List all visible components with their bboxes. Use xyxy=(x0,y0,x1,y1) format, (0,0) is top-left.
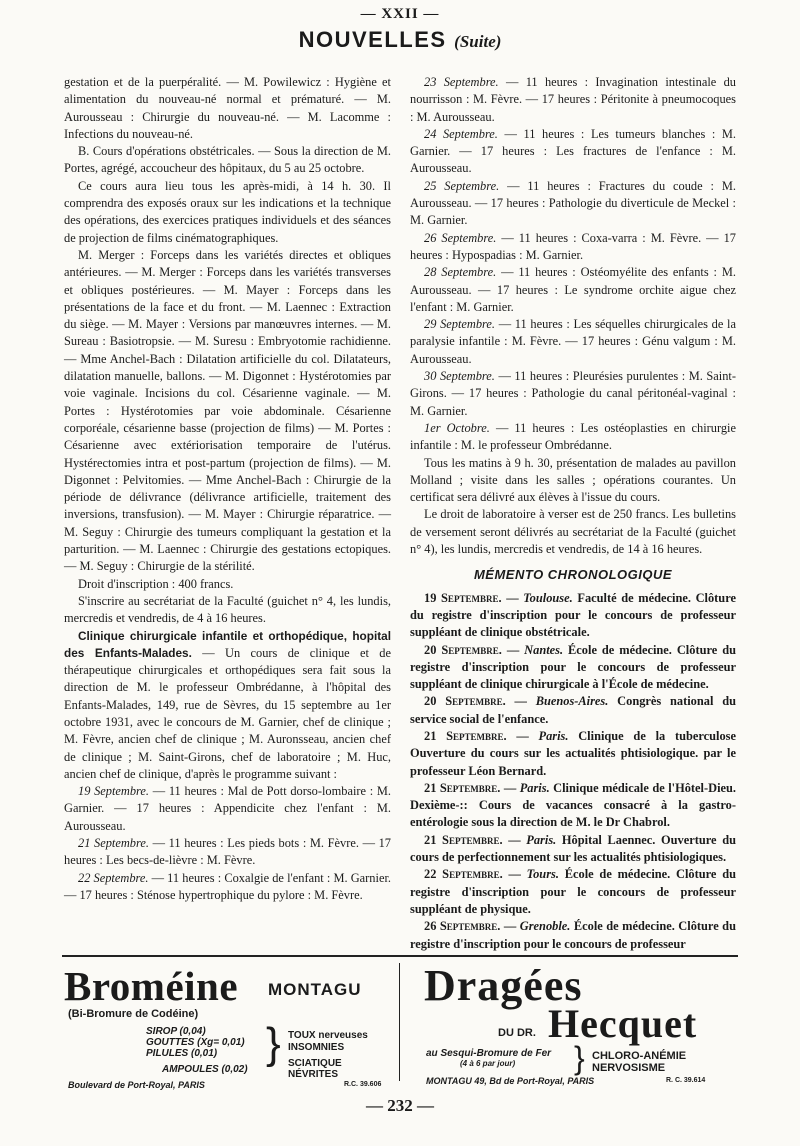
memento-date: 19 Septembre. xyxy=(424,590,502,605)
paragraph: S'inscrire au secrétariat de la Faculté (guichet n° 4, les lundis, mercredis et vendredis, de 4 à 16 heures. xyxy=(64,593,391,626)
schedule-date: 23 Septembre. xyxy=(424,75,499,89)
memento-text: Hôpital Laennec. Ouverture du cours de perfectionnement sur les actualités phtisiologiques. xyxy=(410,832,736,865)
schedule-text: — 11 heures : Coxa-varra : M. Fèvre. — 17 heures : Hypospadias : M. Garnier. xyxy=(410,230,736,262)
memento-date: 20 Septembre. xyxy=(424,694,506,709)
ad-bromeine-form: SIROP (0,04) xyxy=(146,1026,206,1037)
paragraph: gestation et de la puerpéralité. — M. Powilewicz : Hygiène et alimentation du nouveau-né normal et prématuré. — M. Aurousseau : Chirurgie du nouveau-né. — M. Lacomme : Infections du nouveau-né. xyxy=(64,75,391,141)
schedule-entry xyxy=(410,74,736,126)
memento-entry: 19 Septembre. — Toulouse. Faculté de médecine. Clôture du registre d'inscription pour le concours de professeur suppléant de clinique obstétricale. xyxy=(410,590,736,640)
schedule-text: — 11 heures : Fractures du coude : M. Aurousseau. — 17 heures : Pathologie du diverticule de Meckel : M. Garnier. xyxy=(410,178,736,228)
paragraph: Ce cours aura lieu tous les après-midi, à 14 h. 30. Il comprendra des exposés oraux sur les indications et la technique des opérations, des exercices pratiques individuels et des séances de projection de films cinématographiques. xyxy=(64,178,391,245)
schedule-entry xyxy=(410,368,736,420)
memento-text: École de médecine. Clôture du registre d'inscription pour le concours de professeur suppléant de physique. xyxy=(410,867,736,916)
ad-bromeine-indication: INSOMNIES xyxy=(288,1042,345,1053)
memento-text: Congrès national du service social de l'enfance. xyxy=(410,694,736,726)
schedule-entry xyxy=(410,420,736,455)
schedule-date: 22 Septembre. xyxy=(78,870,149,885)
section-title-text: NOUVELLES xyxy=(298,27,447,52)
paragraph: M. Merger : Forceps dans les variétés directes et obliques antérieures. — M. Merger : Forceps dans les variétés transverses et obliques postérieures. — M. Mayer : Forceps dans les présentations de la face et du front. — M. Laennec : Extraction du siège. — M. Mayer : Versions par manœuvres internes. — M. Sureau : Basiotropsie. — M. Suresu : Embryotomie rachidienne. — Mme Anchel-Bach : Dilatation artificielle du col. Dilatateurs, dilatation manuelle, ballons. — M. Digonnet : Hystérotomies par voie vaginale. Incisions du col. Césarienne vaginale. — M. Portes : Hystérotomies par voie abdominale. Césarienne corporéale, césarienne basse (projection de films) — M. Portes : Césarienne avec extériorisation temporaire de l'utérus. Hystérectomies intra et post-partum (projection de films). — M. Digonnet : Pelvitomies. — Mme Anchel-Bach : Chirurgie de la période de délivrance (délivrance artificielle, traitement des inversions, transfusion). — M. Mayer : Chirurgie réparatrice. — M. Seguy : Chirurgie des tumeurs compliquant la gestation et la parturition. — M. Laennec : Chirurgie des gestations ectopiques. — M. Seguy : Chirurgie de la stérilité. xyxy=(64,247,391,574)
section-title xyxy=(0,27,800,53)
memento-text: École de médecine. Clôture du registre d'inscription pour le concours de professeur xyxy=(410,919,736,951)
memento-date: 22 Septembre. xyxy=(424,867,503,882)
memento-place: Paris. xyxy=(526,832,557,847)
schedule-entry xyxy=(410,230,736,265)
schedule-entry xyxy=(410,316,736,368)
schedule-date: 19 Septembre. xyxy=(78,784,150,799)
memento-text: Clinique de la tuberculose Ouverture du cours sur les actualités phtisiologique. par le professeur Léon Bernard. xyxy=(410,728,736,778)
schedule-entry xyxy=(410,126,736,178)
ad-bromeine-brand: Broméine xyxy=(64,963,239,1009)
memento-date: 20 Septembre. xyxy=(424,642,502,657)
paragraph: Le droit de laboratoire à verser est de 250 francs. Les bulletins de versement seront délivrés au secrétariat de la Faculté (guichet n° 4), les lundis, mercredis et vendredis, de 14 à 16 heures. xyxy=(410,507,736,557)
schedule-text: — 11 heures : Les pieds bots : M. Fèvre. — 17 heures : Les becs-de-lièvre : M. Fèvre. xyxy=(64,836,391,868)
right-column xyxy=(410,74,736,953)
memento-place: Paris. xyxy=(538,728,569,743)
schedule-date: 26 Septembre. xyxy=(424,230,497,245)
memento-entry: 21 Septembre. — Paris. Clinique médicale de l'Hôtel-Dieu. Dexième-:: Cours de vacances consacré à la gastro-entérologie sous la direction de M. le Dr Chabrol. xyxy=(410,780,737,830)
ad-dragees-by: DU DR. xyxy=(498,1027,536,1039)
schedule-date: 1er Octobre. xyxy=(424,420,490,435)
memento-place: Nantes. xyxy=(524,642,564,657)
ad-bromeine-address: Boulevard de Port-Royal, PARIS xyxy=(68,1080,205,1090)
memento-place: Buenos-Aires. xyxy=(535,694,609,709)
schedule-date: 28 Septembre. xyxy=(424,265,497,280)
paragraph: Tous les matins à 9 h. 30, présentation de malades au pavillon Molland ; visite dans les salles ; opérations courantes. Un certificat sera délivré aux élèves à l'issue du cours. xyxy=(410,455,736,505)
ad-dragees-brand: Dragées xyxy=(424,961,583,1010)
ad-dragees-code: R. C. 39.614 xyxy=(666,1077,706,1084)
clinique-text: — Un cours de clinique et de thérapeutique chirurgicales et orthopédiques sera fait sous la direction de M. le professeur Ombrédanne, à l'hôpital des Enfants-Malades, 149, rue de Sèvres, du 15 septembre au 1er octobre 1931, avec le concours de M. Garnier, chef de clinique ; M. Fèvre, ancien chef de clinique ; M. Auronsseau, ancien chef de clinique ; M. Saint-Girons, chef de laboratoire ; M. Huc, ancien chef de clinique, d'après le programme suivant : xyxy=(64,645,391,781)
ad-bromeine-form: GOUTTES (Xg= 0,01) xyxy=(146,1037,245,1048)
memento-entry: 20 Septembre. — Buenos-Aires. Congrès national du service social de l'enfance. xyxy=(410,694,736,726)
ad-bromeine-indication: TOUX nerveuses xyxy=(288,1030,368,1041)
memento-date: 21 Septembre. xyxy=(424,780,501,795)
ad-dragees-dose: (4 à 6 par jour) xyxy=(460,1059,516,1068)
ad-bromeine-code: R.C. 39.606 xyxy=(344,1081,382,1088)
ad-dragees-indication: NERVOSISME xyxy=(592,1062,666,1074)
memento-list xyxy=(410,590,736,953)
ad-dragees-composition: au Sesqui-Bromure de Fer xyxy=(426,1048,552,1059)
page-number: — 232 — xyxy=(366,1096,434,1115)
clinique-heading: Clinique chirurgicale infantile et orthopédique, hopital des Enfants-Malades. xyxy=(64,628,391,660)
memento-date: 21 Septembre. xyxy=(424,832,503,847)
paragraph: B. Cours d'opérations obstétricales. — Sous la direction de M. Portes, agrégé, accoucheur des hôpitaux, du 5 au 25 octobre. xyxy=(64,144,391,176)
memento-place: Toulouse. xyxy=(523,590,573,605)
memento-heading: MÉMENTO CHRONOLOGIQUE xyxy=(473,567,673,583)
memento-entry: 26 Septembre. — Grenoble. École de médecine. Clôture du registre d'inscription pour le concours de professeur xyxy=(410,919,736,951)
clinique-paragraph xyxy=(64,628,391,784)
ad-dragees-hecquet xyxy=(408,960,738,1085)
schedule-text: — 11 heures : Les séquelles chirurgicales de la paralysie infantile : M. Fèvre. — 17 heures : Génu valgum : M. Aurousseau. xyxy=(410,317,736,366)
schedule-date: 21 Septembre. xyxy=(78,836,149,851)
schedule-text: — 11 heures : Pleurésies purulentes : M. Saint-Girons. — 17 heures : Pathologie du canal péritonéal-vaginal : M. Garnier. xyxy=(410,369,736,418)
memento-text: Clinique médicale de l'Hôtel-Dieu. Dexième-:: Cours de vacances consacré à la gastro-entérologie sous la direction de M. le Dr Chabrol. xyxy=(410,780,737,830)
memento-entry: 20 Septembre. — Nantes. École de médecine. Clôture du registre d'inscription pour le concours de professeur suppléant de clinique chirurgicale à l'École de médecine. xyxy=(410,642,736,692)
memento-date: 21 Septembre. xyxy=(424,728,507,743)
section-title-suffix: (Suite) xyxy=(454,32,502,51)
ad-bromeine-form: PILULES (0,01) xyxy=(146,1048,218,1059)
schedule-date: 25 Septembre. xyxy=(424,178,500,193)
paragraph: Droit d'inscription : 400 francs. xyxy=(78,576,234,591)
memento-entry: 21 Septembre. — Paris. Clinique de la tuberculose Ouverture du cours sur les actualités phtisiologique. par le professeur Léon Bernard. xyxy=(410,728,736,778)
ad-bromeine xyxy=(62,960,392,1090)
memento-place: Tours. xyxy=(526,867,559,882)
schedule-text: — 11 heures : Coxalgie de l'enfant : M. Garnier. — 17 heures : Sténose hypertrophique du pylore : M. Fèvre. xyxy=(64,870,391,902)
schedule-text: — 11 heures : Mal de Pott dorso-lombaire : M. Garnier. — 17 heures : Appendicite chez l'enfant : M. Aurousseau. xyxy=(64,784,391,833)
ad-bromeine-subtitle: (Bi-Bromure de Codéine) xyxy=(68,1008,199,1020)
schedule-entry xyxy=(64,870,391,905)
schedule-text: — 11 heures : Les tumeurs blanches : M. Garnier. — 17 heures : Les fractures de l'enfance : M. Aurousseau. xyxy=(410,126,736,176)
schedule-date: 30 Septembre. xyxy=(424,369,495,384)
schedule-text: — 11 heures : Invagination intestinale du nourrisson : M. Fèvre. — 17 heures : Péritonite à pneumocoques : M. Aurousseau. xyxy=(410,75,736,124)
memento-text: École de médecine. Clôture du registre d'inscription pour le concours de professeur suppléant de clinique chirurgicale à l'École de médecine. xyxy=(410,642,736,692)
ad-bromeine-indication: NÉVRITES xyxy=(288,1069,339,1080)
memento-entry: 22 Septembre. — Tours. École de médecine. Clôture du registre d'inscription pour le concours de professeur suppléant de physique. xyxy=(410,867,736,916)
ad-bromeine-indication: SCIATIQUE xyxy=(288,1058,342,1069)
schedule-entry xyxy=(410,264,736,316)
memento-date: 26 Septembre. xyxy=(424,919,501,934)
schedule-entry xyxy=(410,178,736,230)
ads-divider xyxy=(399,963,400,1081)
schedule-text: — 11 heures : Les ostéoplasties en chirurgie infantile : M. le professeur Ombrédanne. xyxy=(410,420,736,453)
brace-icon: } xyxy=(266,1019,281,1068)
brace-icon: } xyxy=(574,1040,585,1076)
memento-entry: 21 Septembre. — Paris. Hôpital Laennec. Ouverture du cours de perfectionnement sur les actualités phtisiologiques. xyxy=(410,832,736,865)
ads-top-rule xyxy=(62,955,738,957)
schedule-text: — 11 heures : Ostéomyélite des enfants : M. Aurousseau. — 17 heures : Le syndrome orchite aigue chez l'enfant : M. Garnier. xyxy=(410,265,736,314)
ad-dragees-name: Hecquet xyxy=(548,1001,698,1046)
schedule-date: 29 Septembre. xyxy=(424,317,496,332)
memento-place: Paris. xyxy=(519,780,550,795)
ad-bromeine-ampoules: AMPOULES (0,02) xyxy=(162,1064,248,1075)
ad-dragees-indication: CHLORO-ANÉMIE xyxy=(592,1050,687,1062)
schedule-entry xyxy=(64,835,391,870)
memento-place: Grenoble. xyxy=(519,919,571,934)
memento-text: Faculté de médecine. Clôture du registre d'inscription pour le concours de professeur suppléant de clinique obstétricale. xyxy=(410,590,736,640)
page-roman-numeral: — XXII — xyxy=(360,6,440,22)
schedule-entry xyxy=(64,783,391,835)
ad-bromeine-maker: MONTAGU xyxy=(268,980,362,999)
schedule-date: 24 Septembre. xyxy=(424,126,498,141)
ad-dragees-address: MONTAGU 49, Bd de Port-Royal, PARIS xyxy=(426,1076,595,1086)
left-column xyxy=(64,74,391,904)
